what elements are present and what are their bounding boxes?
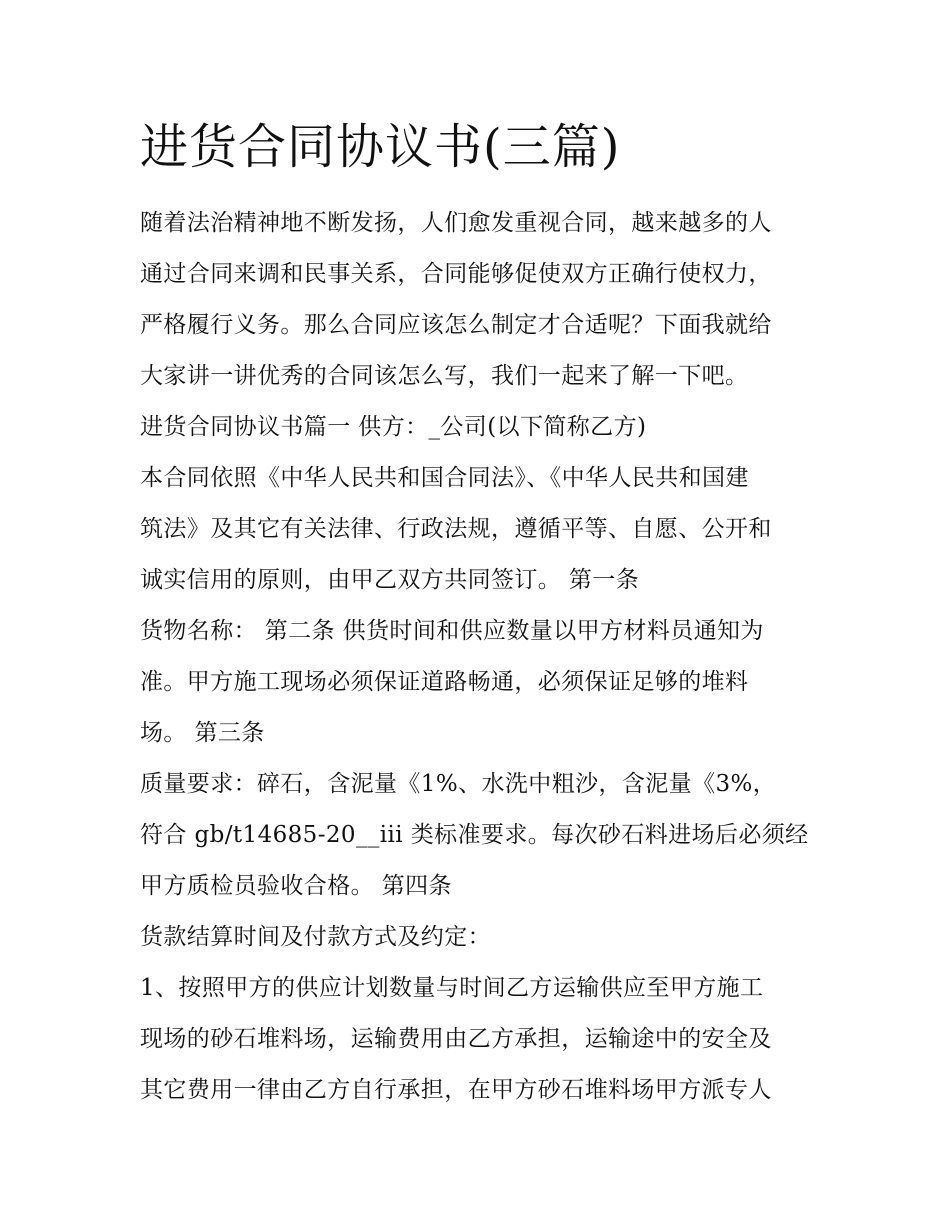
text-line: 符合 gb/t14685-20__iii 类标准要求。每次砂石料进场后必须经 — [140, 822, 809, 848]
document-title: 进货合同协议书(三篇) — [140, 119, 621, 175]
text-line: 现场的砂石堆料场，运输费用由乙方承担，运输途中的安全及 — [140, 1026, 772, 1052]
text-line: 通过合同来调和民事关系，合同能够促使双方正确行使权力， — [140, 261, 772, 287]
text-line: 甲方质检员验收合格。 第四条 — [140, 873, 452, 899]
text-line: 货款结算时间及付款方式及约定： — [140, 924, 491, 950]
text-line: 货物名称： 第二条 供货时间和供应数量以甲方材料员通知为 — [140, 618, 764, 644]
text-line: 1、按照甲方的供应计划数量与时间乙方运输供应至甲方施工 — [140, 975, 764, 1001]
text-line: 场。 第三条 — [140, 720, 265, 746]
document-body — [140, 198, 830, 1116]
text-line: 进货合同协议书篇一 供方：_公司(以下简称乙方) — [140, 414, 647, 440]
text-line: 其它费用一律由乙方自行承担，在甲方砂石堆料场甲方派专人 — [140, 1077, 772, 1103]
text-line: 准。甲方施工现场必须保证道路畅通，必须保证足够的堆料 — [140, 669, 749, 695]
text-line: 严格履行义务。那么合同应该怎么制定才合适呢？下面我就给 — [140, 312, 772, 338]
text-line: 筑法》及其它有关法律、行政法规，遵循平等、自愿、公开和 — [140, 516, 772, 542]
text-line: 质量要求：碎石，含泥量《1%、水洗中粗沙，含泥量《3%， — [140, 771, 777, 797]
text-line: 随着法治精神地不断发扬，人们愈发重视合同，越来越多的人 — [140, 210, 772, 236]
text-line: 诚实信用的原则，由甲乙双方共同签订。 第一条 — [140, 567, 640, 593]
text-line: 大家讲一讲优秀的合同该怎么写，我们一起来了解一下吧。 — [140, 363, 749, 389]
text-line: 本合同依照《中华人民共和国合同法》、《中华人民共和国建 — [140, 465, 749, 491]
